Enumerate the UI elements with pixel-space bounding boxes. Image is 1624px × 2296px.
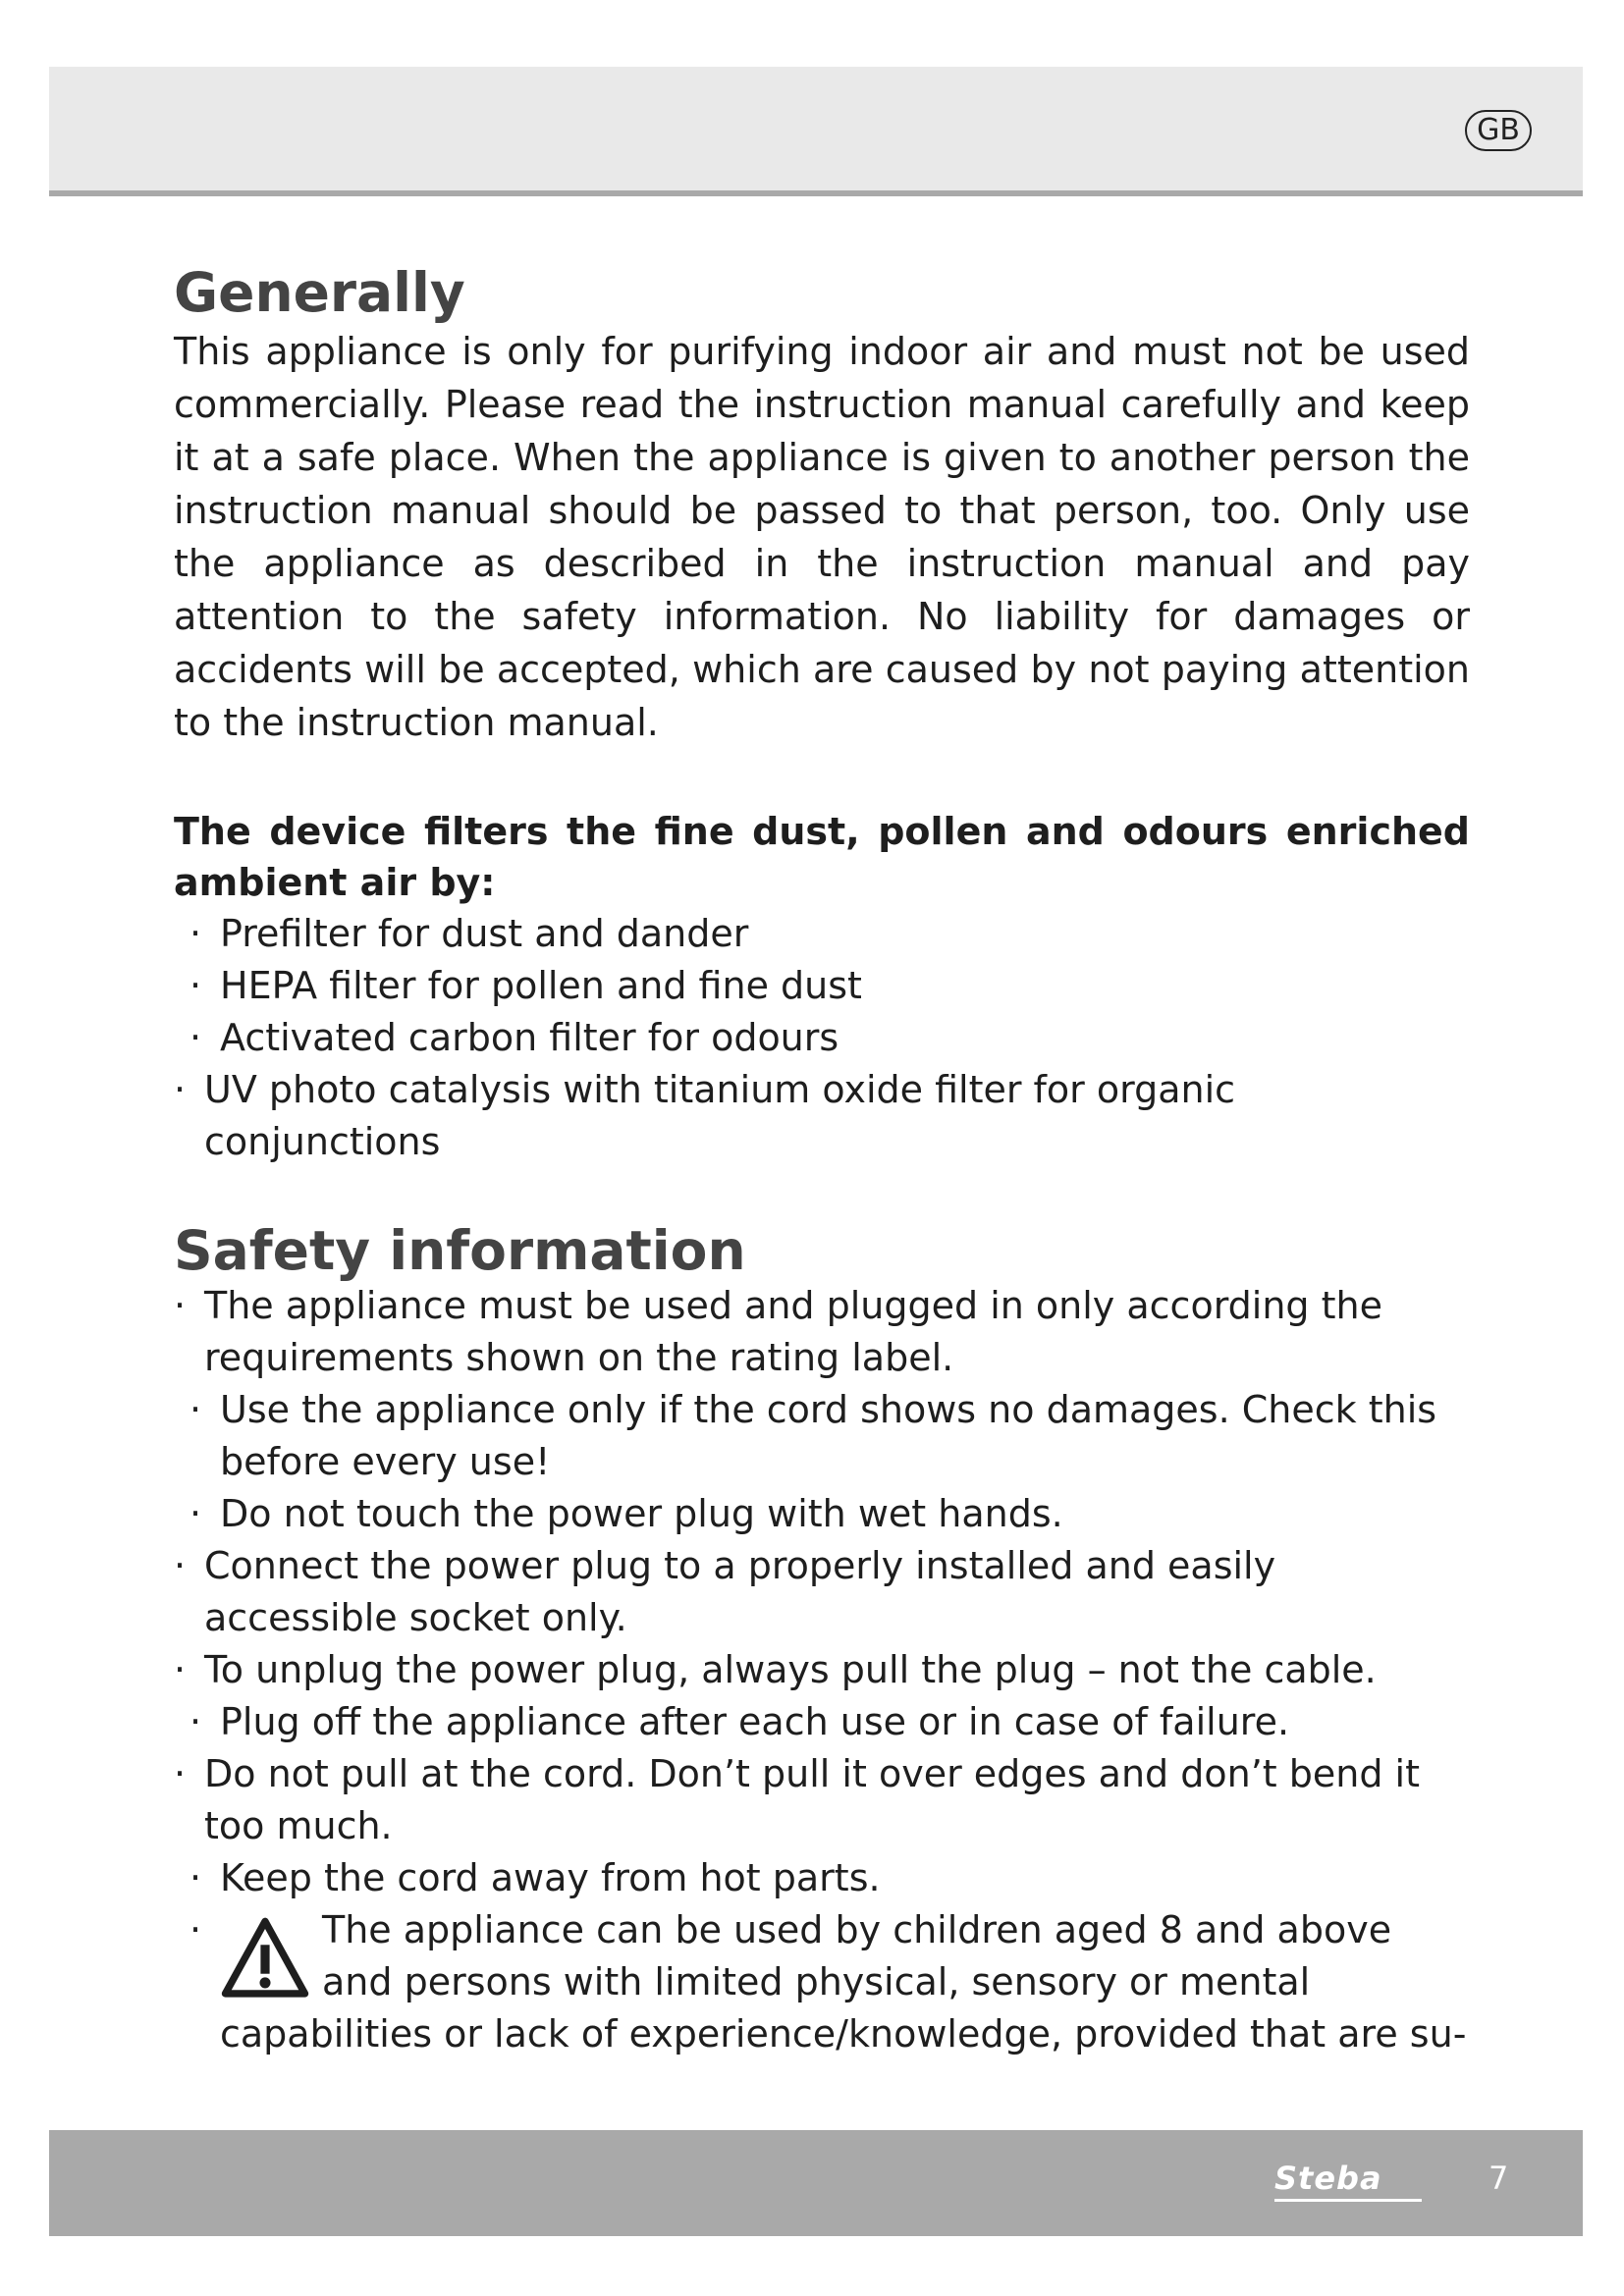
brand-logo-underline bbox=[1274, 2199, 1422, 2202]
safety-item: · Do not pull at the cord. Don’t pull it over edges and don’t bend it too much. bbox=[174, 1748, 1470, 1852]
safety-list bbox=[174, 1280, 1470, 2060]
safety-item: · To unplug the power plug, always pull the plug – not the cable. bbox=[174, 1644, 1470, 1696]
filter-item: · UV photo catalysis with titanium oxide filter for organic conjunctions bbox=[174, 1064, 1470, 1168]
safety-item: · Do not touch the power plug with wet hands. bbox=[174, 1488, 1470, 1540]
generally-paragraph: This appliance is only for purifying indoor air and must not be used commercially. Please read the instruction manual carefully and keep it at a safe place. When the appliance is given to another person the instruction manual should be passed to that person, too. Only use the appliance as described in the instruction manual and pay attention to the safety information. No liability for damages or accidents will be accepted, which are caused by not paying attention to the instruction manual. bbox=[174, 329, 1470, 744]
filter-item: · Prefilter for dust and dander bbox=[174, 908, 1470, 960]
section-title-safety: Safety information bbox=[174, 1218, 746, 1282]
warning-triangle-icon bbox=[220, 1914, 310, 2004]
page-content bbox=[174, 263, 1470, 2060]
language-badge: GB bbox=[1465, 110, 1532, 151]
header-band bbox=[49, 67, 1583, 196]
brand-logo: Steba bbox=[1274, 2160, 1382, 2197]
filter-item: · Activated carbon filter for odours bbox=[174, 1012, 1470, 1064]
safety-item-warning bbox=[174, 1904, 1470, 2060]
section-title-generally: Generally bbox=[174, 261, 465, 324]
safety-item: · The appliance must be used and plugged in only according the requirements shown on the rating label. bbox=[174, 1280, 1470, 1384]
filter-item: · HEPA filter for pollen and fine dust bbox=[174, 960, 1470, 1012]
footer-band bbox=[49, 2130, 1583, 2236]
safety-item: · Connect the power plug to a properly installed and easily accessible socket only. bbox=[174, 1540, 1470, 1644]
safety-item: · Plug off the appliance after each use or in case of failure. bbox=[174, 1696, 1470, 1748]
filters-heading: The device filters the fine dust, pollen and odours enriched ambient air by: bbox=[174, 809, 1470, 904]
page-number: 7 bbox=[1489, 2160, 1509, 2197]
warning-text: The appliance can be used by children aged 8 and above and persons with limited physical, sensory or mental capabilities or lack of experience/knowledge, provided that are su- bbox=[220, 1908, 1467, 2056]
filter-list bbox=[174, 908, 1470, 1168]
safety-item: · Use the appliance only if the cord shows no damages. Check this before every use! bbox=[174, 1384, 1470, 1488]
safety-item: · Keep the cord away from hot parts. bbox=[174, 1852, 1470, 1904]
